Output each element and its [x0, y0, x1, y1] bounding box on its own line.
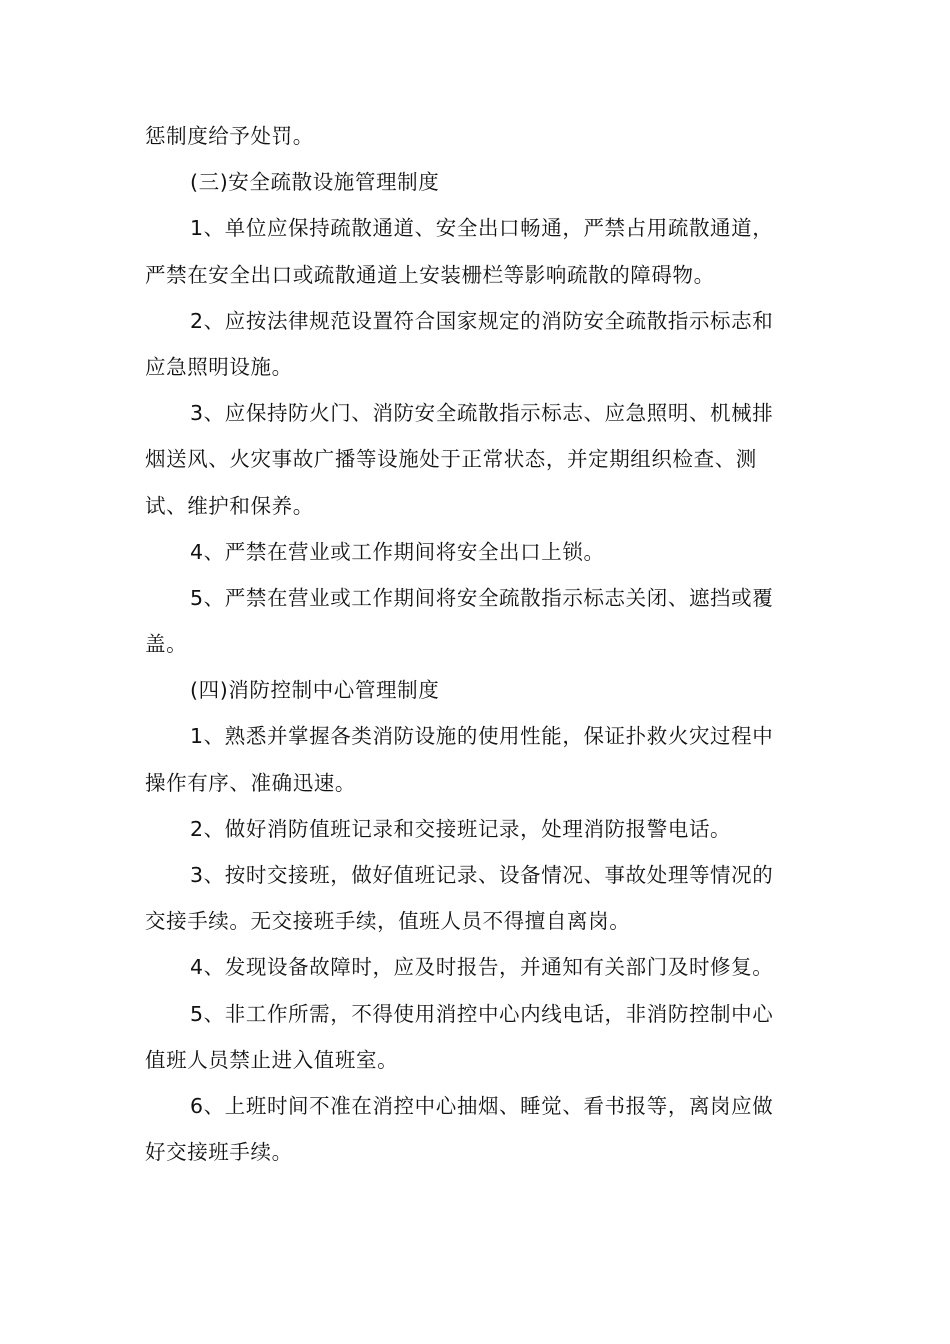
- text-line: 值班人员禁止进入值班室。: [145, 1047, 399, 1072]
- text-line: 6、上班时间不准在消控中心抽烟、睡觉、看书报等，离岗应做: [190, 1093, 774, 1118]
- text-line: 1、单位应保持疏散通道、安全出口畅通，严禁占用疏散通道，: [190, 216, 774, 241]
- document-body: [145, 113, 807, 1175]
- text-line: 5、严禁在营业或工作期间将安全疏散指示标志关闭、遮挡或覆: [190, 585, 774, 610]
- text-line: 5、非工作所需，不得使用消控中心内线电话，非消防控制中心: [190, 1001, 774, 1026]
- section-heading: (四)消防控制中心管理制度: [190, 678, 440, 703]
- text-line: 惩制度给予处罚。: [145, 124, 314, 148]
- text-line: 4、严禁在营业或工作期间将安全出口上锁。: [190, 539, 605, 564]
- text-line: 操作有序、准确迅速。: [145, 770, 356, 795]
- text-line: 好交接班手续。: [145, 1140, 293, 1165]
- text-line: 3、按时交接班，做好值班记录、设备情况、事故处理等情况的: [190, 863, 774, 887]
- text-line: 2、做好消防值班记录和交接班记录，处理消防报警电话。: [190, 816, 732, 841]
- text-line: 烟送风、火灾事故广播等设施处于正常状态，并定期组织检查、测: [145, 447, 757, 472]
- text-line: 应急照明设施。: [145, 354, 293, 379]
- text-line: 交接手续。无交接班手续，值班人员不得擅自离岗。: [145, 909, 631, 934]
- text-line: 3、应保持防火门、消防安全疏散指示标志、应急照明、机械排: [190, 401, 774, 426]
- text-line: 4、发现设备故障时，应及时报告，并通知有关部门及时修复。: [190, 955, 774, 980]
- text-line: 严禁在安全出口或疏散通道上安装栅栏等影响疏散的障碍物。: [145, 262, 715, 287]
- text-line: 试、维护和保养。: [145, 493, 314, 518]
- text-line: 盖。: [145, 632, 188, 657]
- text-line: 1、熟悉并掌握各类消防设施的使用性能，保证扑救火灾过程中: [190, 724, 774, 749]
- text-line: 2、应按法律规范设置符合国家规定的消防安全疏散指示标志和: [190, 308, 774, 333]
- section-heading: (三)安全疏散设施管理制度: [190, 170, 440, 195]
